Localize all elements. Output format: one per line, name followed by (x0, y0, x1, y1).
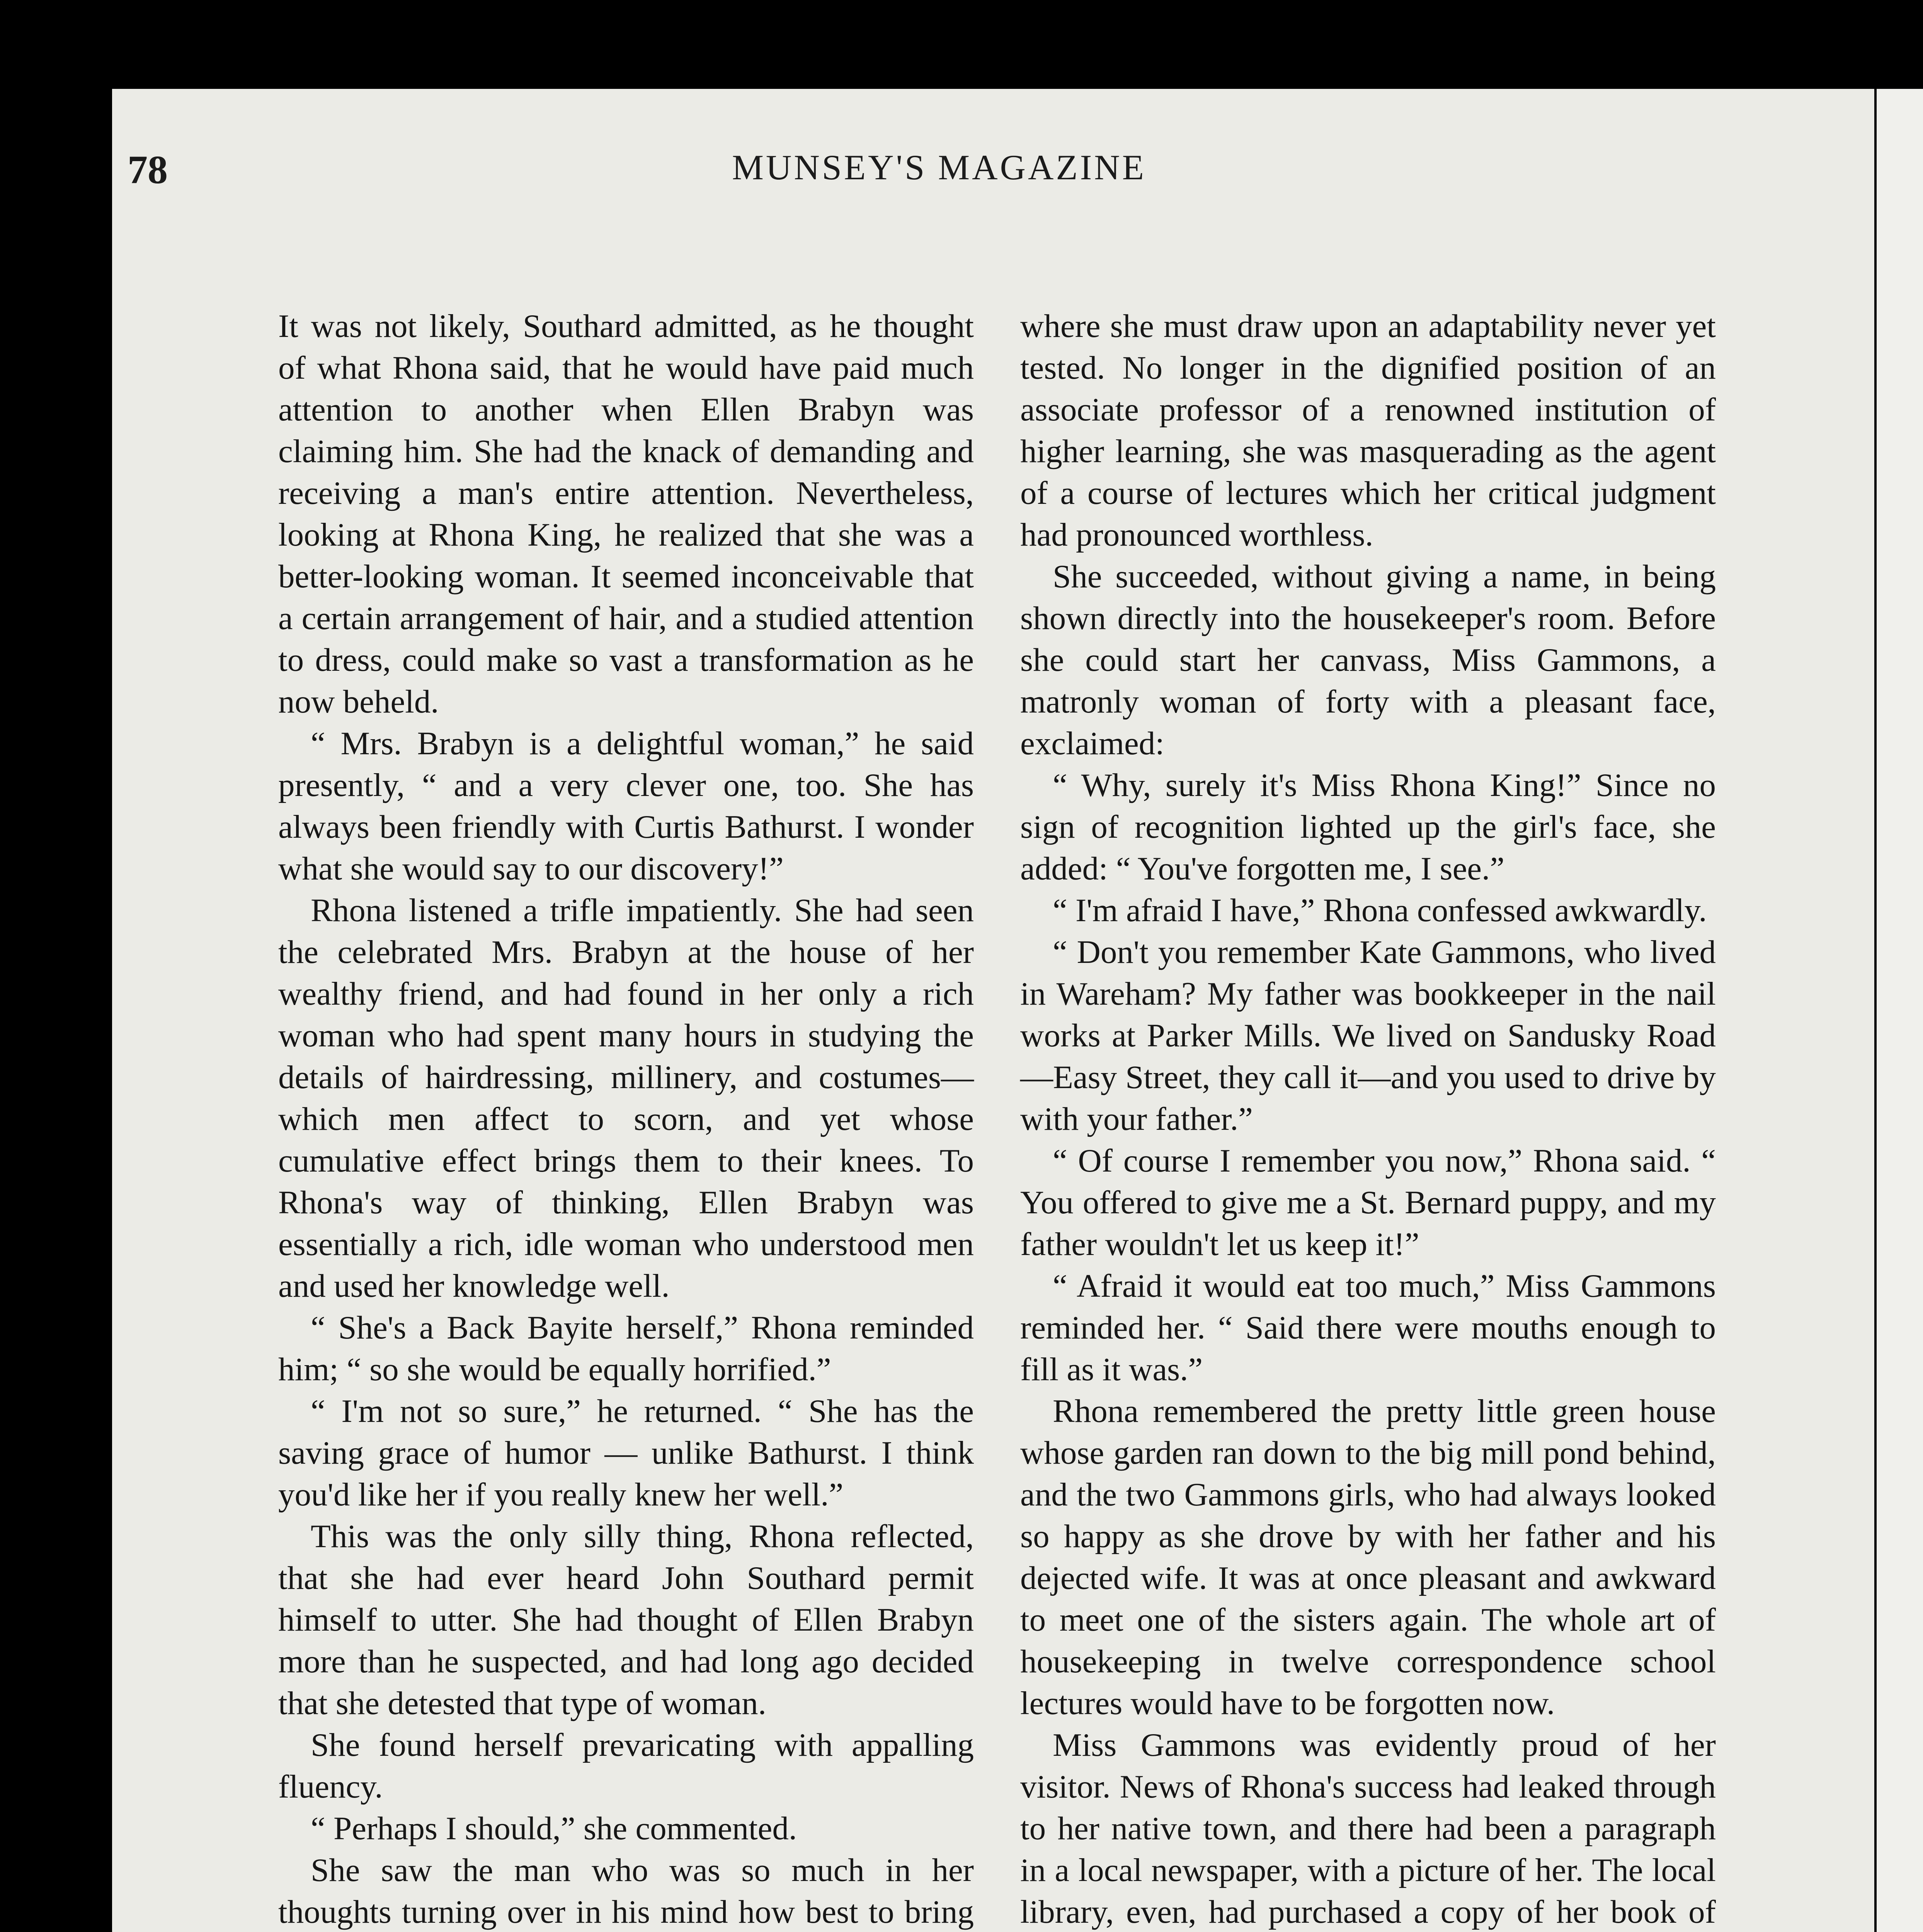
running-title: MUNSEY'S MAGAZINE (732, 148, 1146, 187)
paragraph: “ I'm not so sure,” he returned. “ She has the saving grace of humor — unlike Bathurst. I think you'd like her if you really knew her well.” (278, 1393, 974, 1513)
paragraph: “ Mrs. Brabyn is a delightful woman,” he said presently, “ and a very clever one, too. She has always been friendly with Curtis Bathurst. I wonder what she would say to our discovery!” (278, 725, 974, 887)
page-number: 78 (128, 148, 168, 192)
paragraph: This was the only silly thing, Rhona reflected, that she had ever heard John Southard permit himself to utter. She had thought of Ellen Brabyn more than he suspected, and had long ago decided that she detested that type of woman. (278, 1518, 974, 1721)
paragraph: “ Of course I remember you now,” Rhona said. “ You offered to give me a St. Bernard puppy, and my father wouldn't let us keep it!” (1020, 1143, 1716, 1262)
left-column (278, 305, 974, 1932)
paragraph: Miss Gammons was evidently proud of her visitor. News of Rhona's success had leaked through to her native town, and there had been a paragraph in a local newspaper, with a picture of her. The local library, even, had purchased a copy of her book of (1020, 1727, 1716, 1930)
paragraph: Rhona remembered the pretty little green house whose garden ran down to the big mill pond behind, and the two Gammons girls, who had always looked so happy as she drove by with her father and his dejected wife. It was at once pleasant and awkward to meet one of the sisters again. The whole art of housekeeping in twelve correspondence school lectures would have to be forgotten now. (1020, 1393, 1716, 1721)
paragraph: “ Why, surely it's Miss Rhona King!” Since no sign of recognition lighted up the girl's face, she added: “ You've forgotten me, I see.” (1020, 767, 1716, 887)
paragraph: It was not likely, Southard admitted, as he thought of what Rhona said, that he would have paid much attention to another when Ellen Brabyn was claiming him. She had the knack of demanding and receiving a man's entire attention. Nevertheless, looking at Rhona King, he realized that she was a better-looking woman. It seemed inconceivable that a certain arrangement of hair, and a studied attention to dress, could make so vast a transformation as he now beheld. (278, 308, 974, 720)
paragraph: Rhona listened a trifle impatiently. She had seen the celebrated Mrs. Brabyn at the house of her wealthy friend, and had found in her only a rich woman who had spent many hours in studying the details of hairdressing, millinery, and costumes— which men affect to scorn, and yet whose cumulative effect brings them to their knees. To Rhona's way of thinking, Ellen Brabyn was essentially a rich, idle woman who understood men and used her knowledge well. (278, 892, 974, 1304)
paragraph: “ She's a Back Bayite herself,” Rhona reminded him; “ so she would be equally horrified.” (278, 1310, 974, 1388)
paragraph: “ I'm afraid I have,” Rhona confessed awkwardly. (1053, 892, 1707, 929)
paragraph: “ Afraid it would eat too much,” Miss Gammons reminded her. “ Said there were mouths enough to fill as it was.” (1020, 1268, 1716, 1388)
paragraph: She saw the man who was so much in her thoughts turning over in his mind how best to bring (278, 1852, 974, 1930)
right-column (1020, 305, 1716, 1932)
facing-page-edge (1877, 89, 1923, 1932)
paragraph: where she must draw upon an adaptability never yet tested. No longer in the dignified position of an associate professor of a renowned institution of higher learning, she was masquerading as the agent of a course of lectures which her critical judgment had pronounced worthless. (1020, 308, 1716, 553)
page-header (128, 139, 1751, 193)
paragraph: “ Perhaps I should,” she commented. (311, 1810, 797, 1847)
paragraph: She succeeded, without giving a name, in being shown directly into the housekeeper's room. Before she could start her canvass, Miss Gammons, a matronly woman of forty with a pleasant face, exclaimed: (1020, 558, 1716, 762)
paragraph: “ Don't you remember Kate Gammons, who lived in Wareham? My father was bookkeeper in the nail works at Parker Mills. We lived on Sandusky Road—Easy Street, they call it—and you used to drive by with your father.” (1020, 934, 1716, 1137)
paragraph: She found herself prevaricating with appalling fluency. (278, 1727, 974, 1805)
